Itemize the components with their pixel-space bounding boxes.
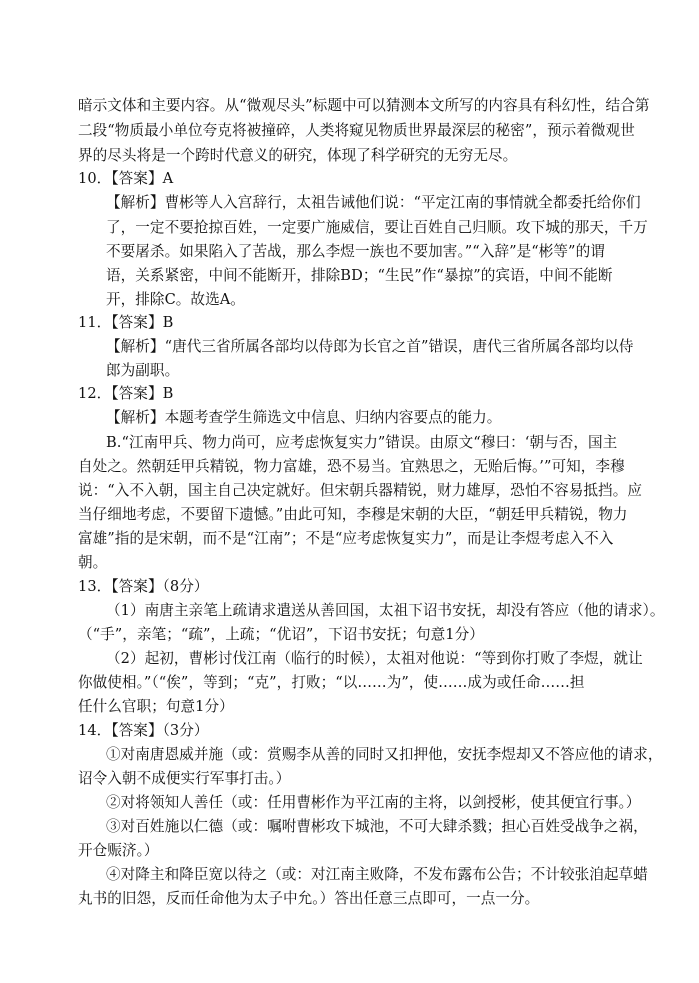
q10-analysis-line: 不要屠杀。如果陷入了苦战，那么李煜一族也不要加害。”“入辞”是“彬等”的谓	[106, 243, 605, 260]
q12-analysis-line: 自处之。然朝廷甲兵精锐，物力富雄，恐不易当。宜熟思之，无贻后悔。’”可知，李穆	[78, 458, 625, 475]
q14-line: 诏令入朝不成便实行军事打击。）	[78, 770, 291, 787]
q12-analysis-line: 朝。	[78, 554, 108, 571]
intro-line: 界的尽头将是一个跨时代意义的研究，体现了科学研究的无穷无尽。	[78, 147, 518, 164]
q11-answer: 11．【答案】B	[78, 314, 174, 331]
q14-answer: 14．【答案】（3分）	[78, 722, 209, 739]
q13-line: 任什么官职；句意1分）	[78, 698, 234, 715]
q12-analysis-line: 说：“入不入朝，国主自己决定就好。但宋朝兵器精锐，财力雄厚，恐怕不容易抵挡。应	[78, 482, 642, 499]
q14-line: 开仓赈济。）	[78, 842, 159, 859]
q14-line: ②对将领知人善任（或：任用曹彬作为平江南的主将，以剑授彬，使其便宜行事。）	[106, 794, 641, 811]
q13-line: （1）南唐主亲笔上疏请求遣送从善回国，太祖下诏书安抚，却没有答应（他的请求）。	[106, 602, 665, 619]
q11-analysis-line: 郎为副职。	[106, 362, 180, 379]
q12-analysis-line: 【解析】本题考查学生筛选文中信息、归纳内容要点的能力。	[106, 409, 502, 426]
q13-line: 你做使相。”（“俟”，等到；“克”，打败；“以……为”，使……成为或任命……担	[78, 674, 585, 691]
q14-line: ④对降主和降臣宽以待之（或：对江南主败降，不发布露布公告；不计较张洎起草蜡	[106, 866, 648, 883]
q10-answer: 10．【答案】A	[78, 170, 174, 187]
q13-line: （2）起初，曹彬讨伐江南（临行的时候），太祖对他说：“等到你打败了李煜，就让	[106, 650, 643, 667]
intro-line: 二段“物质最小单位夸克将被撞碎，人类将窥见物质世界最深层的秘密”，预示着微观世	[78, 122, 635, 139]
q14-line: ①对南唐恩威并施（或：赏赐李从善的同时又扣押他，安抚李煜却又不答应他的请求，	[106, 746, 663, 763]
q10-analysis-line: 语，关系紧密，中间不能断开，排除BD；“生民”作“暴掠”的宾语，中间不能断	[106, 267, 613, 284]
q14-line: 丸书的旧怨，反而任命他为太子中允。）答出任意三点即可，一点一分。	[78, 890, 540, 907]
q12-answer: 12．【答案】B	[78, 385, 174, 402]
q12-analysis-line: 富雄”指的是宋朝，而不是“江南”；不是“应考虑恢复实力”，而是让李煜考虑入不入	[78, 530, 614, 547]
q10-analysis-line: 开，排除C。故选A。	[106, 291, 245, 308]
q10-analysis-line: 【解析】曹彬等人入宫辞行，太祖告诫他们说：“平定江南的事情就全都委托给你们	[106, 194, 641, 211]
q14-line: ③对百姓施以仁德（或：嘱咐曹彬攻下城池，不可大肆杀戮；担心百姓受战争之祸，	[106, 818, 648, 835]
q13-line: （“手”，亲笔；“疏”，上疏；“优诏”，下诏书安抚；句意1分）	[78, 626, 484, 643]
q13-answer: 13．【答案】（8分）	[78, 578, 209, 595]
q11-analysis-line: 【解析】“唐代三省所属各部均以侍郎为长官之首”错误，唐代三省所属各部均以侍	[106, 338, 634, 355]
q12-analysis-line: 当仔细地考虑，不要留下遗憾。”由此可知，李穆是宋朝的大臣，“朝廷甲兵精锐，物力	[78, 506, 628, 523]
intro-line: 暗示文体和主要内容。从“微观尽头”标题中可以猜测本文所写的内容具有科幻性，结合第	[78, 97, 650, 114]
q12-analysis-line: B.“江南甲兵、物力尚可，应考虑恢复实力”错误。由原文“穆曰：‘朝与否，国主	[106, 434, 618, 451]
q10-analysis-line: 了，一定不要抢掠百姓，一定要广施威信，要让百姓自己归顺。攻下城的那天，千万	[106, 219, 648, 236]
